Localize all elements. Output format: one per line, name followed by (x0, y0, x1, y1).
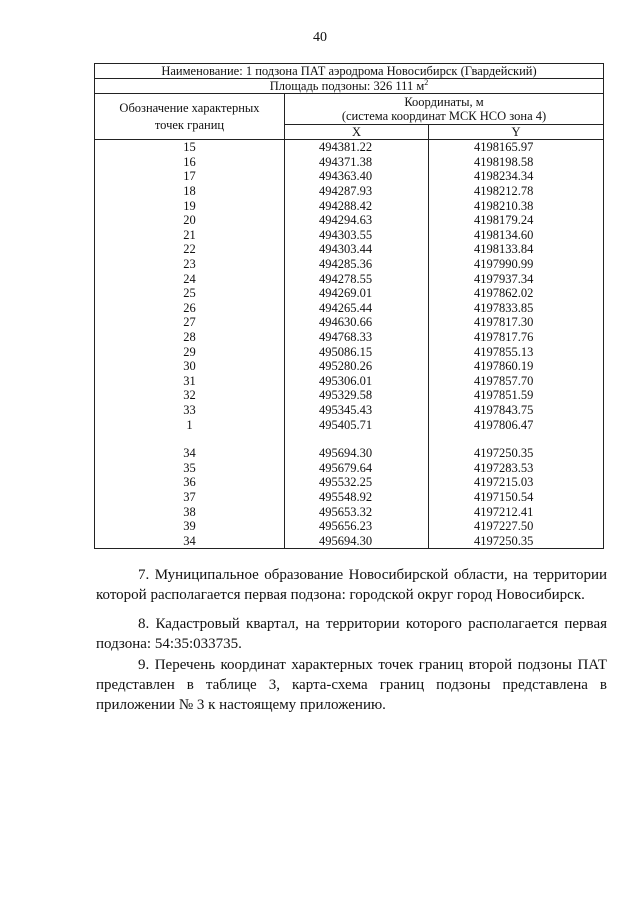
point-cell: 18 (95, 184, 285, 199)
table-row (95, 403, 604, 418)
area-text: Площадь подзоны: 326 111 м (269, 79, 425, 93)
y-cell: 4197817.76 (429, 330, 604, 345)
table-row (95, 198, 604, 213)
table-row (95, 286, 604, 301)
x-cell: 495656.23 (285, 519, 429, 534)
point-cell: 37 (95, 490, 285, 505)
y-cell: 4197990.99 (429, 257, 604, 272)
y-cell: 4197833.85 (429, 301, 604, 316)
y-cell: 4198134.60 (429, 228, 604, 243)
x-cell: 495306.01 (285, 374, 429, 389)
x-cell: 494287.93 (285, 184, 429, 199)
table-row (95, 460, 604, 475)
y-cell: 4197227.50 (429, 519, 604, 534)
point-cell: 36 (95, 475, 285, 490)
table-row (95, 417, 604, 432)
table-row (95, 140, 604, 155)
x-cell: 494371.38 (285, 155, 429, 170)
x-cell: 495405.71 (285, 417, 429, 432)
table-row (95, 519, 604, 534)
point-cell: 33 (95, 403, 285, 418)
y-cell: 4197855.13 (429, 344, 604, 359)
x-cell: 495694.30 (285, 446, 429, 461)
table-row (95, 388, 604, 403)
y-cell: 4198234.34 (429, 169, 604, 184)
point-cell: 24 (95, 271, 285, 286)
table-row (95, 359, 604, 374)
point-cell: 26 (95, 301, 285, 316)
table-row (95, 475, 604, 490)
point-cell: 23 (95, 257, 285, 272)
table-row (95, 374, 604, 389)
page-number: 40 (313, 30, 327, 45)
point-cell: 29 (95, 344, 285, 359)
table-row (95, 504, 604, 519)
coordinates-header-line1: Координаты, м (404, 95, 484, 109)
point-cell: 15 (95, 140, 285, 155)
table-row (95, 344, 604, 359)
point-cell: 35 (95, 460, 285, 475)
table-row (95, 213, 604, 228)
point-cell: 30 (95, 359, 285, 374)
x-cell: 495280.26 (285, 359, 429, 374)
x-cell (285, 432, 429, 446)
table-row (95, 242, 604, 257)
y-cell: 4197215.03 (429, 475, 604, 490)
y-cell: 4197250.35 (429, 446, 604, 461)
y-cell: 4197283.53 (429, 460, 604, 475)
table-row (95, 169, 604, 184)
x-cell: 494630.66 (285, 315, 429, 330)
point-cell: 21 (95, 228, 285, 243)
table-row (95, 446, 604, 461)
x-cell: 494768.33 (285, 330, 429, 345)
paragraph-8-text: 8. Кадастровый квартал, на территории которого располагается первая подзона: 54:35:033735. (96, 616, 607, 652)
x-cell: 495345.43 (285, 403, 429, 418)
y-cell: 4197250.35 (429, 533, 604, 548)
point-cell: 22 (95, 242, 285, 257)
y-cell: 4197806.47 (429, 417, 604, 432)
point-cell: 25 (95, 286, 285, 301)
point-cell: 19 (95, 198, 285, 213)
y-cell: 4198165.97 (429, 140, 604, 155)
x-cell: 494285.36 (285, 257, 429, 272)
y-cell: 4197843.75 (429, 403, 604, 418)
point-cell: 34 (95, 533, 285, 548)
point-cell: 31 (95, 374, 285, 389)
table-area (95, 79, 604, 94)
x-cell: 494303.44 (285, 242, 429, 257)
paragraph-9 (96, 655, 607, 715)
point-cell (95, 432, 285, 446)
table-row (95, 271, 604, 286)
y-cell: 4197860.19 (429, 359, 604, 374)
point-cell: 34 (95, 446, 285, 461)
table-row (95, 490, 604, 505)
point-cell: 17 (95, 169, 285, 184)
x-cell: 495329.58 (285, 388, 429, 403)
paragraph-8 (96, 614, 607, 654)
x-cell: 494363.40 (285, 169, 429, 184)
x-cell: 495653.32 (285, 504, 429, 519)
x-cell: 494381.22 (285, 140, 429, 155)
table-row (95, 533, 604, 548)
x-cell: 494265.44 (285, 301, 429, 316)
y-cell: 4197937.34 (429, 271, 604, 286)
point-cell: 20 (95, 213, 285, 228)
y-cell: 4197851.59 (429, 388, 604, 403)
coordinates-header-line2: (система координат МСК НСО зона 4) (341, 109, 547, 123)
y-cell: 4197857.70 (429, 374, 604, 389)
x-cell: 494278.55 (285, 271, 429, 286)
paragraph-7 (96, 565, 607, 605)
x-cell: 495548.92 (285, 490, 429, 505)
table-row (95, 432, 604, 446)
y-cell: 4198198.58 (429, 155, 604, 170)
y-cell (429, 432, 604, 446)
table-title: Наименование: 1 подзона ПАТ аэродрома Новосибирск (Гвардейский) (95, 64, 604, 79)
x-cell: 494269.01 (285, 286, 429, 301)
coordinates-table (94, 63, 604, 549)
table-row (95, 228, 604, 243)
paragraph-7-text: 7. Муниципальное образование Новосибирской области, на территории которой располагается первая подзона: городской округ город Новосибирск. (96, 567, 607, 603)
x-cell: 494288.42 (285, 198, 429, 213)
point-cell: 1 (95, 417, 285, 432)
table-row (95, 257, 604, 272)
x-cell: 494303.55 (285, 228, 429, 243)
table-row (95, 330, 604, 345)
y-cell: 4198179.24 (429, 213, 604, 228)
y-cell: 4197150.54 (429, 490, 604, 505)
table-row (95, 155, 604, 170)
table-row (95, 184, 604, 199)
x-cell: 494294.63 (285, 213, 429, 228)
point-cell: 39 (95, 519, 285, 534)
point-cell: 38 (95, 504, 285, 519)
y-cell: 4198212.78 (429, 184, 604, 199)
x-cell: 495679.64 (285, 460, 429, 475)
table-row (95, 301, 604, 316)
y-cell: 4197862.02 (429, 286, 604, 301)
point-cell: 32 (95, 388, 285, 403)
paragraph-9-text: 9. Перечень координат характерных точек границ второй подзоны ПАТ представлен в таблице 3, карта-схема границ подзоны представлена в приложении № 3 к настоящему приложению. (96, 657, 607, 713)
y-column-header: Y (429, 125, 604, 140)
point-cell: 27 (95, 315, 285, 330)
x-cell: 495694.30 (285, 533, 429, 548)
point-column-header: Обозначение характерных точек границ (95, 94, 285, 140)
coordinates-table-body (95, 140, 604, 549)
point-cell: 28 (95, 330, 285, 345)
area-unit-superscript: 2 (424, 77, 429, 87)
point-cell: 16 (95, 155, 285, 170)
table-row (95, 315, 604, 330)
coordinates-column-header (285, 94, 604, 125)
x-cell: 495086.15 (285, 344, 429, 359)
y-cell: 4197212.41 (429, 504, 604, 519)
y-cell: 4197817.30 (429, 315, 604, 330)
x-column-header: X (285, 125, 429, 140)
y-cell: 4198210.38 (429, 198, 604, 213)
x-cell: 495532.25 (285, 475, 429, 490)
y-cell: 4198133.84 (429, 242, 604, 257)
